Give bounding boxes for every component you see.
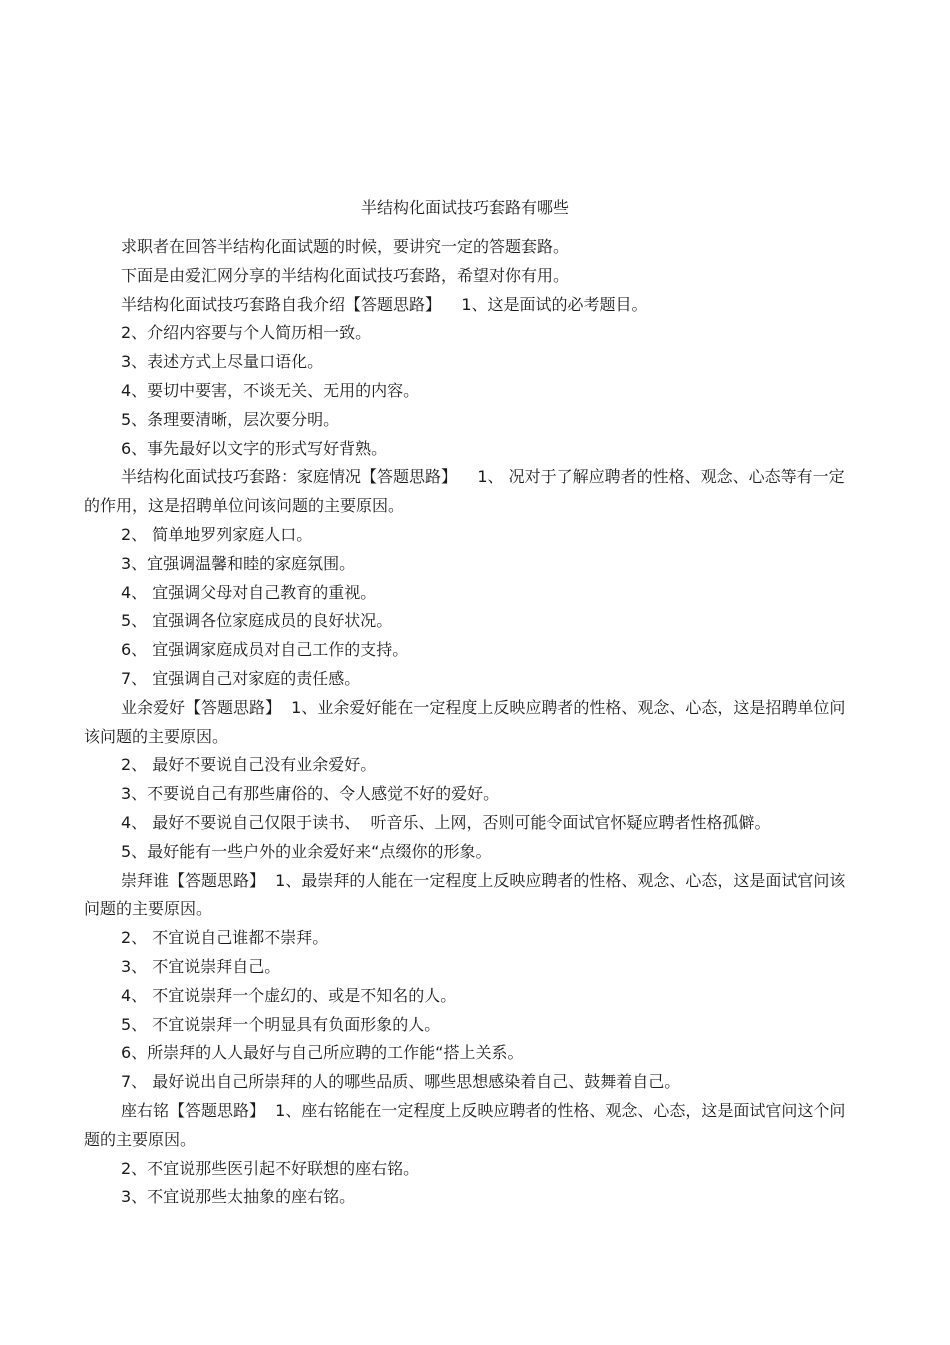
paragraph: 2、不宜说那些医引起不好联想的座右铭。	[121, 1158, 420, 1178]
paragraph: 2、介绍内容要与个人简历相一致。	[121, 323, 372, 343]
paragraph: 2、 不宜说自己谁都不崇拜。	[121, 928, 329, 948]
paragraph: 座右铭【答题思路】 1、座右铭能在一定程度上反映应聘者的性格、观念、心态，这是面试官问这个问题的主要原因。	[84, 1100, 846, 1149]
paragraph: 7、 宜强调自己对家庭的责任感。	[121, 668, 361, 688]
document-title: 半结构化面试技巧套路有哪些	[360, 198, 569, 217]
paragraph: 半结构化面试技巧套路自我介绍【答题思路】 1、这是面试的必考题目。	[121, 294, 648, 314]
paragraph: 5、 不宜说崇拜一个明显具有负面形象的人。	[121, 1014, 441, 1034]
paragraph: 4、 最好不要说自己仅限于读书、 听音乐、上网，否则可能令面试官怀疑应聘者性格孤僻。	[121, 812, 771, 832]
paragraph: 崇拜谁【答题思路】 1、最崇拜的人能在一定程度上反映应聘者的性格、观念、心态，这是面试官问该问题的主要原因。	[84, 870, 846, 919]
paragraph: 6、事先最好以文字的形式写好背熟。	[121, 438, 388, 458]
paragraph: 4、要切中要害，不谈无关、无用的内容。	[121, 380, 420, 400]
paragraph: 3、不要说自己有那些庸俗的、令人感觉不好的爱好。	[121, 784, 500, 804]
paragraph: 3、不宜说那些太抽象的座右铭。	[121, 1187, 356, 1207]
paragraph: 业余爱好【答题思路】 1、业余爱好能在一定程度上反映应聘者的性格、观念、心态，这是招聘单位问该问题的主要原因。	[84, 697, 846, 746]
paragraph: 3、宜强调温馨和睦的家庭氛围。	[121, 553, 356, 573]
paragraph: 7、 最好说出自己所崇拜的人的哪些品质、哪些思想感染着自己、鼓舞着自己。	[121, 1072, 681, 1092]
paragraph: 3、 不宜说崇拜自己。	[121, 956, 281, 976]
paragraph: 5、 宜强调各位家庭成员的良好状况。	[121, 611, 393, 631]
paragraph: 求职者在回答半结构化面试题的时候，要讲究一定的答题套路。	[121, 237, 570, 256]
paragraph: 4、 宜强调父母对自己教育的重视。	[121, 582, 377, 602]
paragraph: 3、表述方式上尽量口语化。	[121, 352, 324, 372]
paragraph: 2、 简单地罗列家庭人口。	[121, 524, 313, 544]
paragraph: 5、最好能有一些户外的业余爱好来“点缀你的形象。	[121, 841, 492, 861]
paragraph: 下面是由爱汇网分享的半结构化面试技巧套路，希望对你有用。	[121, 265, 570, 285]
paragraph: 6、所崇拜的人人最好与自己所应聘的工作能“搭上关系。	[121, 1043, 524, 1063]
paragraph: 4、 不宜说崇拜一个虚幻的、或是不知名的人。	[121, 985, 457, 1005]
document-body	[84, 233, 854, 1212]
paragraph: 半结构化面试技巧套路：家庭情况【答题思路】 1、 况对于了解应聘者的性格、观念、心态等有一定的作用，这是招聘单位问该问题的主要原因。	[84, 467, 845, 516]
paragraph: 2、 最好不要说自己没有业余爱好。	[121, 755, 377, 775]
paragraph: 6、 宜强调家庭成员对自己工作的支持。	[121, 640, 409, 660]
paragraph: 5、条理要清晰，层次要分明。	[121, 409, 340, 429]
